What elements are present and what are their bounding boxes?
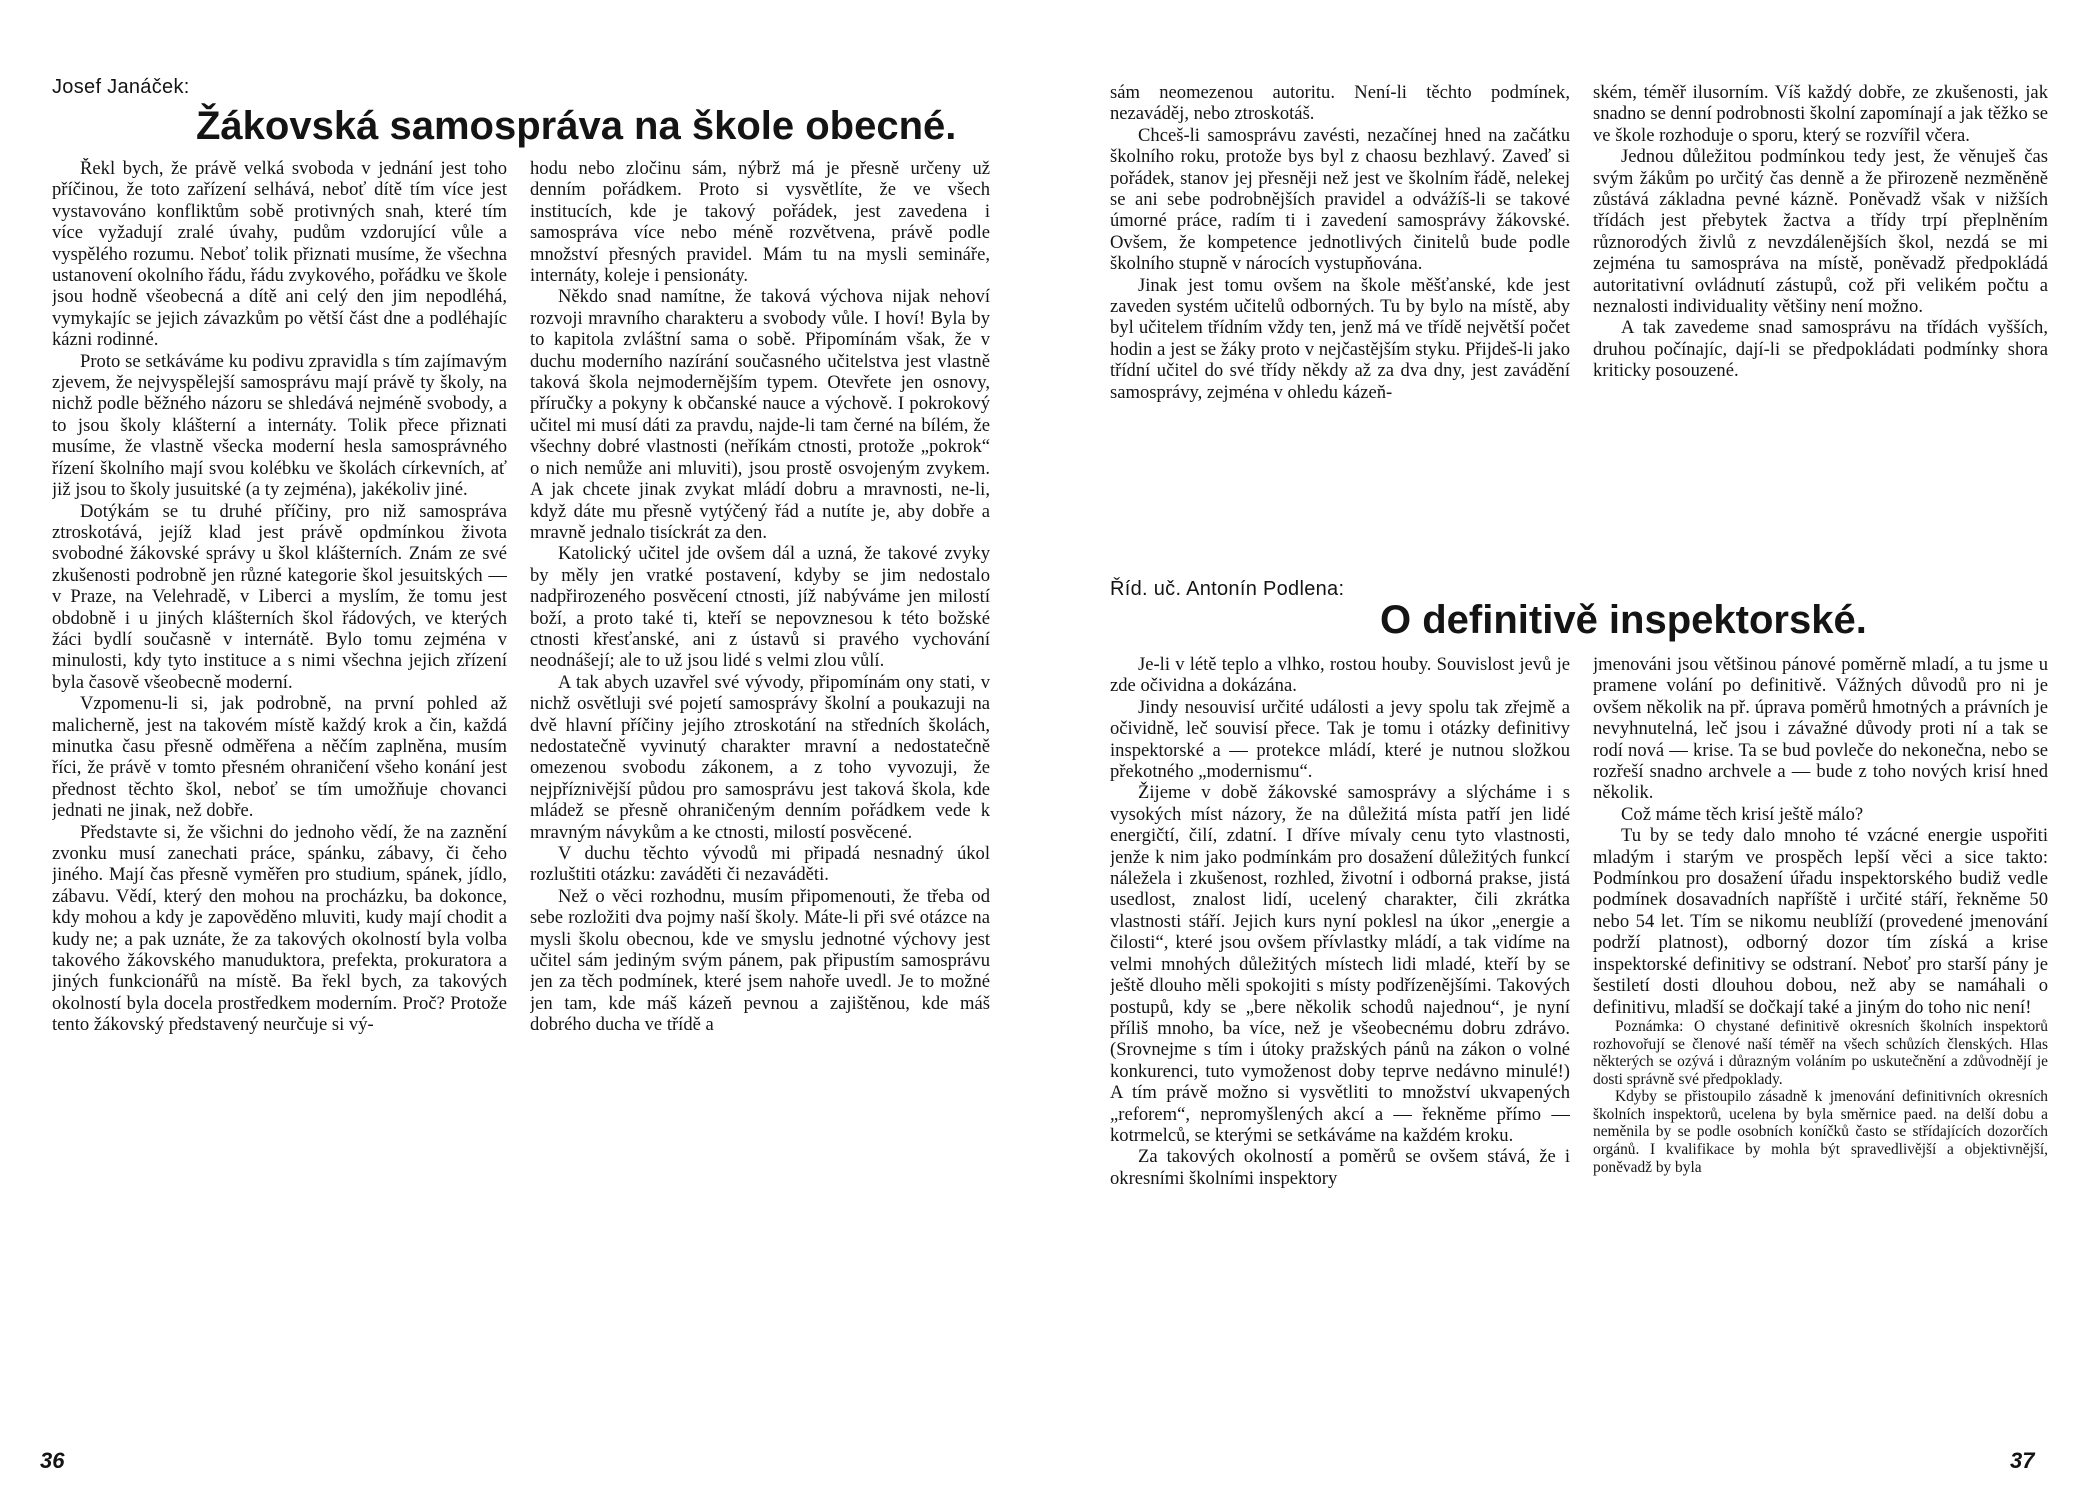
paragraph: A tak abych uzavřel své vývody, připomínám ony stati, v nichž osvětluji své pojetí samosprávy školní a poukazuji na dvě hlavní příčiny jejího ztroskotání na středních školách, nedostatečně vyvinutý charakter mravní a nedostatečně omezenou svobodu zákonem, a z toho vyvozuji, že nejpříznivější půdou pro samosprávu jest taková škola, kde mládež se přesně ohraničeným denním pořádkem vede k mravným návykům a ke ctnosti, milostí posvěcené.: [530, 671, 990, 843]
article-2-title: O definitivě inspektorské.: [1380, 598, 1867, 642]
paragraph: Chceš-li samosprávu zavésti, nezačínej hned na začátku školního roku, protože bys byl z chaosu bezhlavý. Zaveď si pořádek, stanov jej přesněji než jest ve školním řádě, nelekej se ani sebe podrobnějších pravidel a odvážíš-li se takové úmorné práce, radím ti i zavedení samosprávy žákovské. Ovšem, že kompetence jednotlivých činitelů bude podle školního stupně v nárocích vystupňována.: [1110, 124, 1570, 275]
article-2-column-2: [1593, 654, 2048, 1460]
page-number-left: 36: [40, 1448, 65, 1473]
paragraph: Jednou důležitou podmínkou tedy jest, že věnuješ čas svým žákům po určitý čas denně a že přirozeně nezměněně zůstává základna pevné kázně. Poněvadž však v nižších třídách jest přebytek žactva a třídy trpí přeplněním různorodých živlů z nevzdálenějších škol, nezdá se mi zejména tu samospráva na místě, poněvadž předpokládá autoritativní ovládnutí zástupů, což při velikém počtu a neznalosti individuality většiny není možno.: [1593, 146, 2048, 318]
paragraph: Proto se setkáváme ku podivu zpravidla s tím zajímavým zjevem, že nejvyspělejší samosprávu mají právě ty školy, na nichž podle běžného názoru se shledává nejméně svobody, a to jsou školy klášterní a internáty. Tolik přece přiznati musíme, že vlastně všecka moderní hesla samosprávného řízení školního mají svou kolébku ve školách církevních, ať již jsou to školy jusuitské (a ty zejména), jakékoliv jiné.: [52, 350, 507, 501]
paragraph: jmenováni jsou většinou pánové poměrně mladí, a tu jsme u pramene volání po definitivě. Vážných důvodů pro ni je ovšem několik na př. úprava poměrů hmotných a právních je nevyhnutelná, leč jsou i závažné důvody proti ní a tak se rodí nová — krise. Ta se bud povleče do nekonečna, nebo se rozřeší snadno archvele a — bude z toho nových krisí hned několik.: [1593, 654, 2048, 804]
paragraph: V duchu těchto vývodů mi připadá nesnadný úkol rozluštiti otázku: zaváděti či nezaváděti.: [530, 843, 990, 886]
paragraph: sám neomezenou autoritu. Není-li těchto podmínek, nezaváděj, nebo ztroskotáš.: [1110, 82, 1570, 125]
paragraph: Dotýkám se tu druhé příčiny, pro niž samospráva ztroskotává, jejíž klad jest právě opdmínkou života svobodné žákovské správy u škol klášterních. Znám ze své zkušenosti podrobně jen různé kategorie škol jesuitských — v Praze, na Velehradě, v Liberci a myslím, že tomu jest obdobně i u jiných klášterních škol řádových, ve kterých žáci bydlí současně v internátě. Bylo tomu zejména v minulosti, kdy tyto instituce a s nimi všechna jejich zřízení byla časově všeobecně moderní.: [52, 500, 507, 693]
right-page: [1045, 0, 2086, 1500]
paragraph: Vzpomenu-li si, jak podrobně, na první pohled až malicherně, jest na takovém místě každý krok a čin, každá minutka času přesně odměřena a něčím zaplněna, musím říci, že právě v tomto přesném ohraničení všeho konání jest přednost těchto škol, neboť se tím umožňuje chovanci jednati ne jinak, než dobře.: [52, 693, 507, 822]
paragraph: Katolický učitel jde ovšem dál a uzná, že takové zvyky by měly jen vratké postavení, kdyby se jim nedostalo nadpřirozeného posvěcení ctnosti, jíž nabýváme jen milostí boží, a proto také ti, kteří se nepovznesou k této božské ctnosti křesťanské, ani z ústavů si pravého vychování neodnášejí; ale to už jsou lidé s velmi zlou vůlí.: [530, 543, 990, 672]
paragraph: ském, téměř ilusorním. Víš každý dobře, ze zkušenosti, jak snadno se denní podrobnosti školní zapomínají a jak těžko se ve škole rozhoduje o sporu, který se rozvířil včera.: [1593, 82, 2048, 146]
editor-note: [1593, 1018, 2048, 1176]
article-1-column-3: [1110, 82, 1570, 550]
article-1-title: Žákovská samospráva na škole obecné.: [196, 104, 957, 148]
paragraph: Což máme těch krisí ještě málo?: [1621, 803, 1864, 825]
note-paragraph: Poznámka: O chystané definitivě okresních školních inspektorů rozhovořují se členové naší téměř na všech schůzích členských. Hlas některých se ozývá i důrazným voláním po uskutečnění a zdůvodnějí je dosti správně své předpoklady.: [1593, 1017, 2048, 1088]
paragraph: Představte si, že všichni do jednoho vědí, že na zaznění zvonku musí zanechati práce, spánku, zábavy, či čeho jiného. Mají čas přesně vyměřen pro studium, spánek, jídlo, zábavu. Vědí, který den mohou na procházku, ba dokonce, kdy mohou a kdy je zapověděno mluviti, kudy mají chodit a kudy ne; a pak uznáte, že za takových okolností byla volba takového žákovského manuduktora, prefekta, prokuratora a jiných funkcionářů na místě. Ba řekl bych, za takových okolností byla docela prostředkem moderním. Proč? Protože tento žákovský představený neurčuje si vý-: [52, 821, 507, 1036]
article-1-column-4: [1593, 82, 2048, 550]
paragraph: Je-li v létě teplo a vlhko, rostou houby. Souvislost jevů je zde očividna a dokázána.: [1110, 654, 1570, 697]
paragraph: Jinak jest tomu ovšem na škole měšťanské, kde jest zaveden systém učitelů odborných. Tu by bylo na místě, aby byl učitelem třídním vždy ten, jenž má ve třídě největší počet hodin a jest se žáky proto v nejčastějším styku. Přijdeš-li jako třídní učitel do své třídy někdy až za dva dny, jest zavádění samosprávy, zejména v ohledu kázeň-: [1110, 274, 1570, 403]
paragraph: Tu by se tedy dalo mnoho té vzácné energie uspořiti mladým i starým ve prospěch lepší věci a sice takto: Podmínkou pro dosažení úřadu inspektorského budiž vedle podmínek dosavadních napříště i určité stáří, řekněme 50 nebo 54 let. Tím se nikomu neublíží (provedené jmenování podrží platnost), odborný dozor tím získá a krise inspektorské definitivy se odstraní. Neboť pro starší pány je šestiletí dosti dlouhou dobou, než aby se namáhali o definitivu, mladší se dočkají také a jiným do toho nic není!: [1593, 825, 2048, 1018]
article-1-column-1: [52, 158, 507, 1458]
paragraph: Řekl bych, že právě velká svoboda v jednání jest toho příčinou, že toto zařízení selhává, neboť dítě tím více jest vystavováno konfliktům sobě protivných snah, které tím více vyžadují zralé úvahy, pudům vzdorující vůle a vyspělého rozumu. Neboť tolik přiznati musíme, že všechna ustanovení okolního řádu, řádu zvykového, pořádku ve škole jsou hodně všeobecná a dítě ani celý den jim nepodléhá, vymykajíc se jejich závazkům po větší část dne a podléhajíc kázni rodinné.: [52, 158, 507, 351]
paragraph: Někdo snad namítne, že taková výchova nijak nehoví rozvoji mravního charakteru a svobody vůle. I hoví! Byla by to kapitola zvláštní sama o sobě. Připomínám však, že v duchu moderního nazírání současného učitelstva jest vlastně taková škola nejmodernějším typem. Otevřete jen osnovy, příručky a pokyny k občanské nauce a výchově. I pokrokový učitel mi musí dáti za pravdu, najde-li tam černé na bílém, že všechny dobré vlastnosti (neříkám ctnosti, protože „pokrok“ o nich nemůže ani mluviti), jsou prostě osvojeným zvykem. A jak chcete jinak zvykat mládí dobru a mravnosti, ne-li, když dáte mu přesně vytýčený řád a nutíte je, aby dobře a mravně jednalo tisíckrát za den.: [530, 286, 990, 543]
article-2-column-1: [1110, 654, 1570, 1460]
paragraph: A tak zavedeme snad samosprávu na třídách vyšších, druhou počínajíc, dají-li se předpokládati podmínky shora kriticky posouzené.: [1593, 317, 2048, 382]
paragraph: hodu nebo zločinu sám, nýbrž má je přesně určeny už denním pořádkem. Proto si vysvětlíte, že ve všech institucích, kde je takový pořádek, jest zavedena i samospráva více nebo méně rozvětvena, právě podle množství přesných pravidel. Mám tu na mysli semináře, internáty, koleje i pensionáty.: [530, 158, 990, 287]
paragraph: Než o věci rozhodnu, musím připomenouti, že třeba od sebe rozložiti dva pojmy naší školy. Máte-li při své otázce na mysli školu obecnou, kde ve smyslu jednotné výchovy jest učitel sám jediným svým pánem, pak připustím samosprávu jen za těch podmínek, které jsem nahoře uvedl. Je to možné jen tam, kde máš kázeň pevnou a zajištěnou, kde máš dobrého ducha ve třídě a: [530, 885, 990, 1036]
note-paragraph: Kdyby se přistoupilo zásadně k jmenování definitivních okresních školních inspektorů, ucelena by byla směrnice paed. na delší dobu a neměnila by se podle osobních koníčků často se střídajících dozorčích orgánů. I kvalifikace by mohla být spravedlivější a objektivnější, poněvadž by byla: [1593, 1088, 2048, 1176]
paragraph: Žijeme v době žákovské samosprávy a slýcháme i s vysokých míst názory, že na důležitá místa patří jen lidé energičtí, čilí, zdatní. I dříve mívaly cenu tyto vlastnosti, jenže k nim jako podmínkám pro dosažení důležitých funkcí náležela i zkušenost, rozhled, životní i odborná prakse, jistá usedlost, znalost lidí, ucelený charakter, čili zkrátka vlastnosti stáří. Jejich kurs nyní poklesl na úkor „energie a čilosti“, které jsou ovšem přívlastky mládí, a tak vidíme na velmi mnohých důležitých místech lidi mladé, kteří by se ještě dlouho měli spokojiti s místy podřízenějšími. Takových postupů, kdy se „bere několik schodů najednou“, je nyní příliš mnoho, ba více, než je všeobecnému dobru zdrávo. (Srovnejme s tím i útoky pražských pánů na zákon o volné konkurenci, tuto vymoženost doby teprve nedávno minulé!) A tím právě možno si vysvětliti to množství ukvapených „reforem“, nepromyšlených akcí a — řekněme přímo — kotrmelců, se kterými se setkáváme na každém kroku.: [1110, 782, 1570, 1146]
article-1-column-2: [530, 158, 990, 1458]
page-number-right: 37: [2010, 1448, 2035, 1473]
article-2-byline: Říd. uč. Antonín Podlena:: [1110, 578, 1345, 600]
paragraph: Jindy nesouvisí určité události a jevy spolu tak zřejmě a očividně, leč souvisí přece. Tak je tomu i otázky definitivy inspektorské a — protekce mládí, které je nutnou složkou překotného „modernismu“.: [1110, 696, 1570, 783]
article-1-byline: Josef Janáček:: [52, 76, 190, 98]
paragraph: Za takových okolností a poměrů se ovšem stává, že i okresními školními inspektory: [1110, 1146, 1570, 1189]
